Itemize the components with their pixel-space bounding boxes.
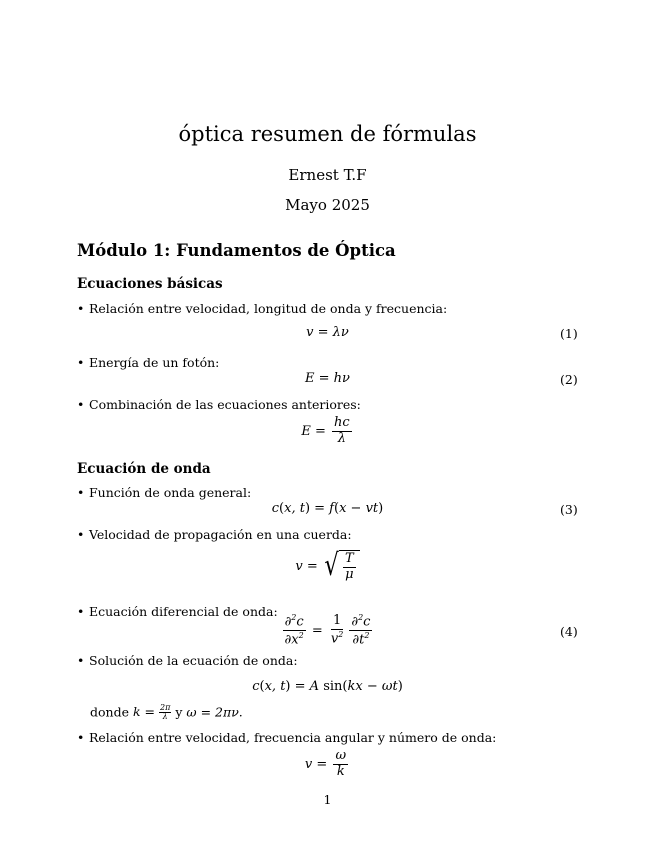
subsection-title-wave: Ecuación de onda xyxy=(77,461,211,477)
equation-number: (4) xyxy=(560,624,578,639)
list-item xyxy=(77,527,352,542)
document-title: óptica resumen de fórmulas xyxy=(178,122,477,146)
equation-wave-solution: c(x, t) = A sin(kx − ωt) xyxy=(252,679,403,694)
bullet-icon: • xyxy=(77,301,85,316)
list-item xyxy=(77,355,219,370)
equation-energy-wavelength: E = $\frac{hc}{\lambda}$ xyxy=(301,415,350,446)
page-number: 1 xyxy=(323,792,332,807)
list-item-text: Ecuación diferencial de onda: xyxy=(89,604,278,619)
list-item xyxy=(77,301,447,316)
list-item-text: Relación entre velocidad, frecuencia angular y número de onda: xyxy=(89,730,497,745)
note-prefix: donde xyxy=(90,704,129,720)
note-connector: y xyxy=(175,704,183,720)
list-item-text: Función de onda general: xyxy=(89,485,252,500)
bullet-icon: • xyxy=(77,397,85,412)
bullet-icon: • xyxy=(77,485,85,500)
document-author: Ernest T.F xyxy=(288,166,367,184)
equation-number: (3) xyxy=(560,502,578,517)
list-item-text: Solución de la ecuación de onda: xyxy=(89,653,298,668)
equation-general-wave: c(x, t) = f(x − vt) xyxy=(271,501,384,516)
list-item xyxy=(77,730,496,745)
subsection-title-basic: Ecuaciones básicas xyxy=(77,276,223,292)
list-item xyxy=(77,485,251,500)
equation-photon-energy: E = hν xyxy=(305,371,350,386)
equation-string-velocity: v = √ $\frac{T}{\mu}$ xyxy=(0,550,655,583)
list-item-text: Velocidad de propagación en una cuerda: xyxy=(89,527,352,542)
equation-velocity: v = λν xyxy=(306,325,349,340)
document-date: Mayo 2025 xyxy=(285,196,370,214)
equation-number: (1) xyxy=(560,326,578,341)
list-item-text: Energía de un fotón: xyxy=(89,355,220,370)
list-item xyxy=(77,653,298,668)
list-item-text: Relación entre velocidad, longitud de onda y frecuencia: xyxy=(89,301,448,316)
equation-number: (2) xyxy=(560,372,578,387)
bullet-icon: • xyxy=(77,653,85,668)
list-item xyxy=(77,397,361,412)
bullet-icon: • xyxy=(77,730,85,745)
equation-angular-velocity: v = $\frac{\omega}{k}$ xyxy=(304,748,347,779)
bullet-icon: • xyxy=(77,355,85,370)
equation-wave-differential: $\frac{\partial^2c}{\partial x^2}$ = $\frac{1}{v^2}$ $\frac{\partial^2c}{\partial t^2}$ xyxy=(284,613,371,648)
bullet-icon: • xyxy=(77,527,85,542)
note-wave-number: donde k = $\frac{2\pi}{\lambda}$ y ω = 2πν. xyxy=(90,703,243,722)
list-item-text: Combinación de las ecuaciones anteriores: xyxy=(89,397,361,412)
section-title: Módulo 1: Fundamentos de Óptica xyxy=(77,241,396,260)
bullet-icon: • xyxy=(77,604,85,619)
